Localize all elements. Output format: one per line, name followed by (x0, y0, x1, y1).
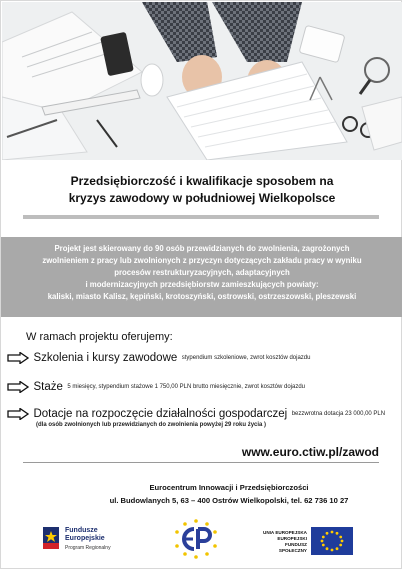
offer-item-grant (7, 405, 385, 423)
intro-line-2: zwolnieniem z pracy lub zwolnionych z przyczyn dotyczących zakładu pracy w wyniku (42, 256, 362, 265)
organization-address: ul. Budowlanych 5, 63 – 400 Ostrów Wielkopolski, tel. 62 736 10 27 (109, 496, 349, 505)
fe-line-2: Europejskie (65, 535, 105, 542)
organization-info (79, 481, 379, 507)
url-divider (23, 462, 379, 463)
fe-line-1: Fundusze (65, 527, 98, 534)
offer-item-training (7, 349, 310, 367)
eligibility-note: (dla osób zwolnionych lub przewidzianych do zwolnienia powyżej 29 roku życia ) (36, 422, 267, 428)
offer-heading: W ramach projektu oferujemy: (26, 331, 173, 343)
offer-item-main: Dotacje na rozpoczęcie działalności gospodarczej (33, 407, 288, 420)
desk-illustration (2, 2, 402, 160)
offer-item-detail: 5 miesięcy, stypendium stażowe 1 750,00 PLN brutto miesięcznie, zwrot kosztów dojazdu (67, 383, 305, 390)
fundusze-europejskie-logo (39, 521, 134, 557)
offer-item-main: Staże (33, 380, 63, 393)
ue-line-1: UNIA EUROPEJSKA (263, 530, 307, 535)
title-divider (23, 215, 379, 219)
fe-line-3: Program Regionalny (65, 545, 111, 551)
intro-line-4: i modernizacyjnych przedsiębiorstw zamieszkujących powiaty: (85, 280, 319, 289)
offer-item-main: Szkolenia i kursy zawodowe (33, 351, 178, 364)
ue-line-2: EUROPEJSKI (277, 536, 307, 541)
eurocentrum-emblem-icon (166, 517, 226, 561)
intro-line-3: procesów restrukturyzacyjnych, adaptacyjnych (114, 268, 290, 277)
flyer-title (1, 173, 402, 207)
ue-line-3: FUNDUSZ SPOŁECZNY (278, 542, 307, 553)
eu-social-fund-logo (259, 527, 359, 557)
arrow-right-icon (7, 352, 29, 364)
offer-item-detail: bezzwrotna dotacja 23 000,00 PLN (291, 410, 386, 417)
eurocentrum-logo (166, 517, 226, 561)
eu-flag-icon (311, 527, 353, 555)
project-url-link[interactable]: www.euro.ctiw.pl/zawod (241, 445, 379, 459)
offer-item-internship (7, 378, 305, 396)
hero-photo (2, 2, 402, 160)
intro-line-1: Projekt jest skierowany do 90 osób przewidzianych do zwolnienia, zagrożonych (54, 244, 350, 253)
fe-star-emblem-icon (39, 523, 63, 553)
title-line-1: Przedsiębiorczość i kwalifikacje sposobem na (70, 174, 334, 188)
arrow-right-icon (7, 381, 29, 393)
offer-item-detail: stypendium szkoleniowe, zwrot kosztów dojazdu (181, 354, 311, 361)
arrow-right-icon (7, 408, 29, 420)
project-description-box (1, 237, 402, 317)
organization-name: Eurocentrum Innowacji i Przedsiębiorczości (149, 483, 309, 492)
title-line-2: kryzys zawodowy w południowej Wielkopolsce (68, 191, 336, 205)
intro-line-5: kaliski, miasto Kalisz, kępiński, krotoszyński, ostrowski, ostrzeszowski, pleszewski (47, 292, 357, 301)
sponsor-logos (1, 513, 402, 563)
